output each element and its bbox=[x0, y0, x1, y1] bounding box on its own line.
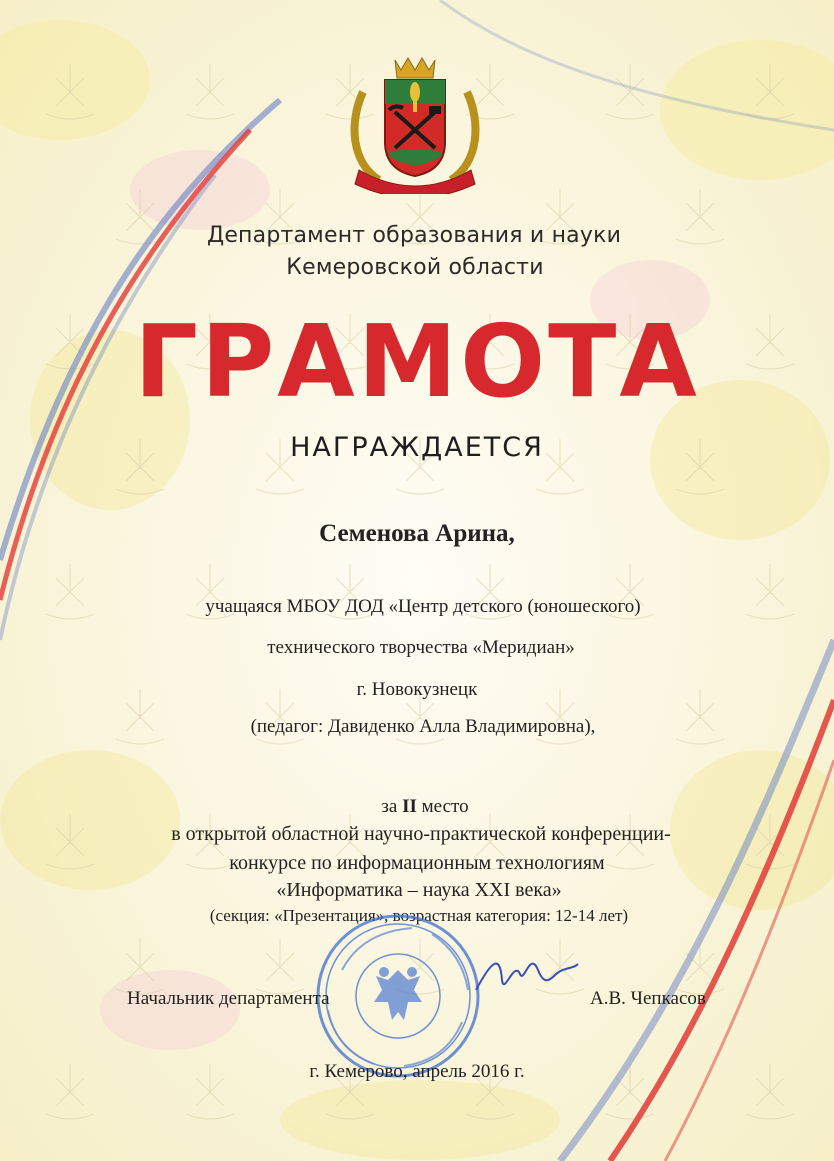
coat-of-arms-icon bbox=[345, 52, 485, 194]
recipient-name: Семенова Арина, bbox=[319, 520, 515, 547]
official-stamp-icon bbox=[312, 910, 484, 1082]
document-title: ГРАМОТА bbox=[134, 303, 700, 420]
signatory-name: А.В. Чепкасов bbox=[590, 988, 706, 1009]
award-reason-line-4: (секция: «Презентация», возрастная категория: 12-14 лет) bbox=[209, 906, 629, 925]
awarded-label: НАГРАЖДАЕТСЯ bbox=[290, 432, 544, 463]
recipient-school-line-2: технического творчества «Меридиан» bbox=[267, 637, 575, 658]
place-and-date: г. Кемерово, апрель 2016 г. bbox=[309, 1061, 525, 1082]
recipient-school-line-1: учащаяся МБОУ ДОД «Центр детского (юношеского) bbox=[205, 596, 641, 617]
signatory-position: Начальник департамента bbox=[127, 988, 330, 1009]
recipient-city: г. Новокузнецк bbox=[356, 679, 478, 700]
award-reason-line-3: «Информатика – наука XXI века» bbox=[276, 879, 562, 901]
award-place-suffix: место bbox=[416, 796, 469, 817]
handwritten-signature-icon bbox=[472, 940, 582, 1002]
award-reason-line-1: в открытой областной научно-практической конференции- bbox=[171, 823, 671, 845]
award-place-number: II bbox=[402, 796, 417, 817]
issuer-line-1: Департамент образования и науки bbox=[206, 223, 622, 248]
award-place-prefix: за bbox=[381, 796, 403, 817]
award-reason-line-2: конкурсе по информационным технологиям bbox=[229, 852, 605, 874]
issuer-line-2: Кемеровской области bbox=[286, 255, 544, 280]
award-place bbox=[8, 796, 834, 818]
recipient-teacher: (педагог: Давиденко Алла Владимировна), bbox=[250, 716, 596, 737]
